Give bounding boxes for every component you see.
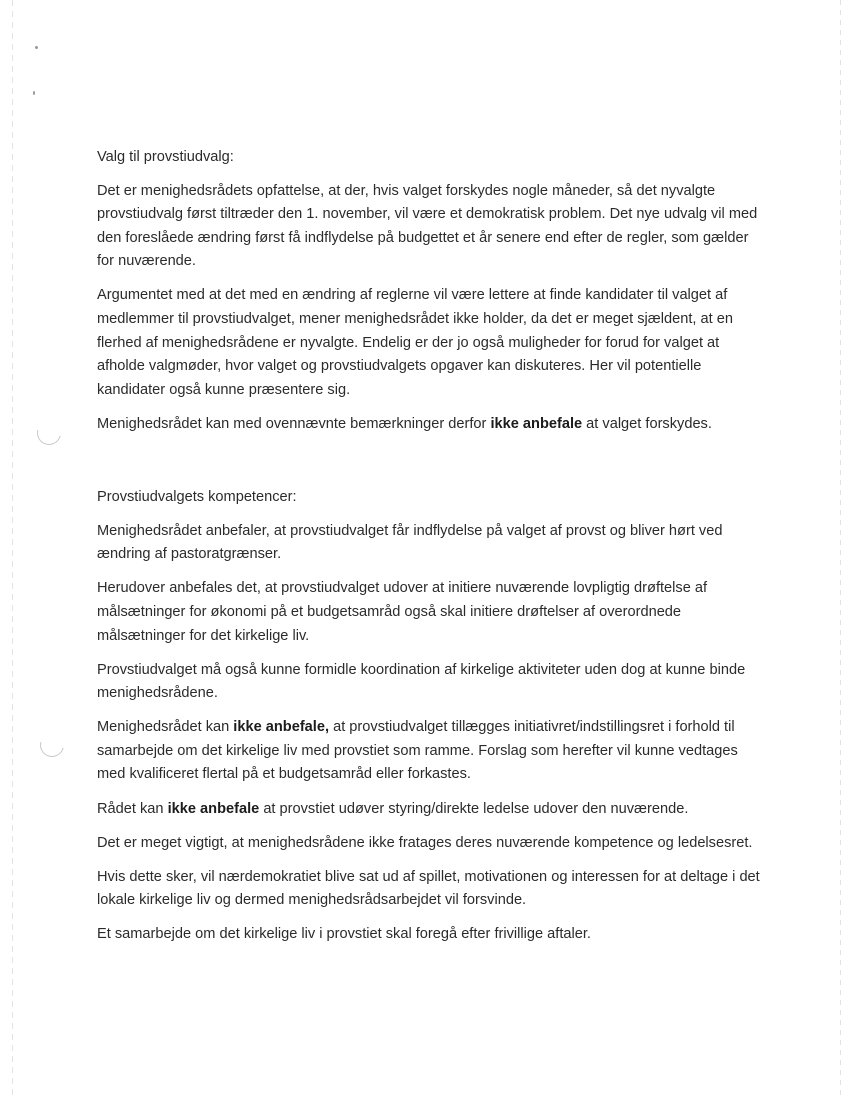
paragraph-text: Et samarbejde om det kirkelige liv i provstiet skal foregå efter frivillige aftaler.: [97, 926, 591, 943]
punch-hole-mark: [33, 417, 66, 450]
paragraph: [97, 832, 762, 856]
scan-edge-right: [840, 0, 841, 1100]
paragraph-text: at provstiet udøver styring/direkte ledelse udover den nuværende.: [259, 800, 689, 817]
paragraph: [97, 520, 762, 567]
paragraph-text: Menighedsrådet kan med ovennævnte bemærkninger derfor: [97, 415, 491, 432]
section-heading: Valg til provstiudvalg:: [97, 149, 234, 165]
paragraph-text: Herudover anbefales det, at provstiudvalget udover at initiere nuværende lovpligtig drøftelse af målsætninger for økonomi på et budgetsamråd også skal initiere drøftelser af overordnede målsætninger for det kirkelige liv.: [97, 580, 708, 644]
emphasis-text: ikke anbefale,: [233, 719, 330, 736]
punch-hole-mark: [36, 729, 69, 762]
paragraph: [97, 659, 762, 706]
paragraph: [97, 716, 762, 787]
paragraph: [97, 798, 762, 822]
document-body: [97, 146, 762, 958]
paragraph-text: Menighedsrådet anbefaler, at provstiudvalget får indflydelse på valget af provst og bliver hørt ved ændring af pastoratgrænser.: [97, 522, 723, 563]
paragraph-text: Det er menighedsrådets opfattelse, at der, hvis valget forskydes nogle måneder, så det nyvalgte provstiudvalg først tiltræder den 1. november, vil være et demokratisk problem. Det nye udvalg vil med den foreslåede ændring først få indflydelse på budgettet et år senere end efter de regler, som gælder for nuværende.: [97, 182, 758, 270]
paragraph-text: at provstiudvalget tillægges initiativret/indstillingsret i forhold til samarbejde om det kirkelige liv med provstiet som ramme. Forslag som herefter vil kunne vedtages med kvalificeret flertal på et budgetsamråd eller forkastes.: [97, 719, 738, 783]
scan-edge-left: [12, 0, 13, 1100]
paragraph: [97, 866, 762, 913]
emphasis-text: ikke anbefale: [490, 415, 583, 432]
paragraph: [97, 284, 762, 402]
section-heading: Provstiudvalgets kompetencer:: [97, 489, 297, 506]
section-provstiudvalgets-kompetencer: [97, 486, 762, 947]
paragraph: [97, 923, 762, 947]
paragraph-text: Menighedsrådet kan: [97, 719, 234, 736]
scan-speck: [35, 46, 38, 49]
paragraph-text: Provstiudvalget må også kunne formidle koordination af kirkelige aktiviteter uden dog at kunne binde menighedsrådene.: [97, 661, 746, 702]
emphasis-text: ikke anbefale: [167, 800, 260, 817]
paragraph-text: Det er meget vigtigt, at menighedsrådene ikke fratages deres nuværende kompetence og ledelsesret.: [97, 834, 753, 851]
paragraph-text: Hvis dette sker, vil nærdemokratiet blive sat ud af spillet, motivationen og interessen for at deltage i det lokale kirkelige liv og dermed menighedsrådsarbejdet vil forsvinde.: [97, 868, 760, 909]
paragraph: [97, 180, 762, 274]
paragraph-text: Rådet kan: [97, 800, 168, 817]
scan-speck: [33, 91, 35, 95]
section-valg-til-provstiudvalg: [97, 146, 762, 437]
paragraph-text: Argumentet med at det med en ændring af reglerne vil være lettere at finde kandidater til valget af medlemmer til provstiudvalget, mener menighedsrådet ikke holder, da det er meget sjældent, at en flerhed af menighedsrådene er nyvalgte. Endelig er der jo også muligheder for forud for valget at afholde valgmøder, hvor valget og provstiudvalgets opgaver kan diskuteres. Her vil potentielle kandidater også kunne præsentere sig.: [97, 287, 733, 398]
section-spacer: [97, 447, 762, 486]
paragraph: [97, 577, 762, 648]
paragraph-text: at valget forskydes.: [582, 415, 712, 432]
paragraph: [97, 413, 762, 437]
